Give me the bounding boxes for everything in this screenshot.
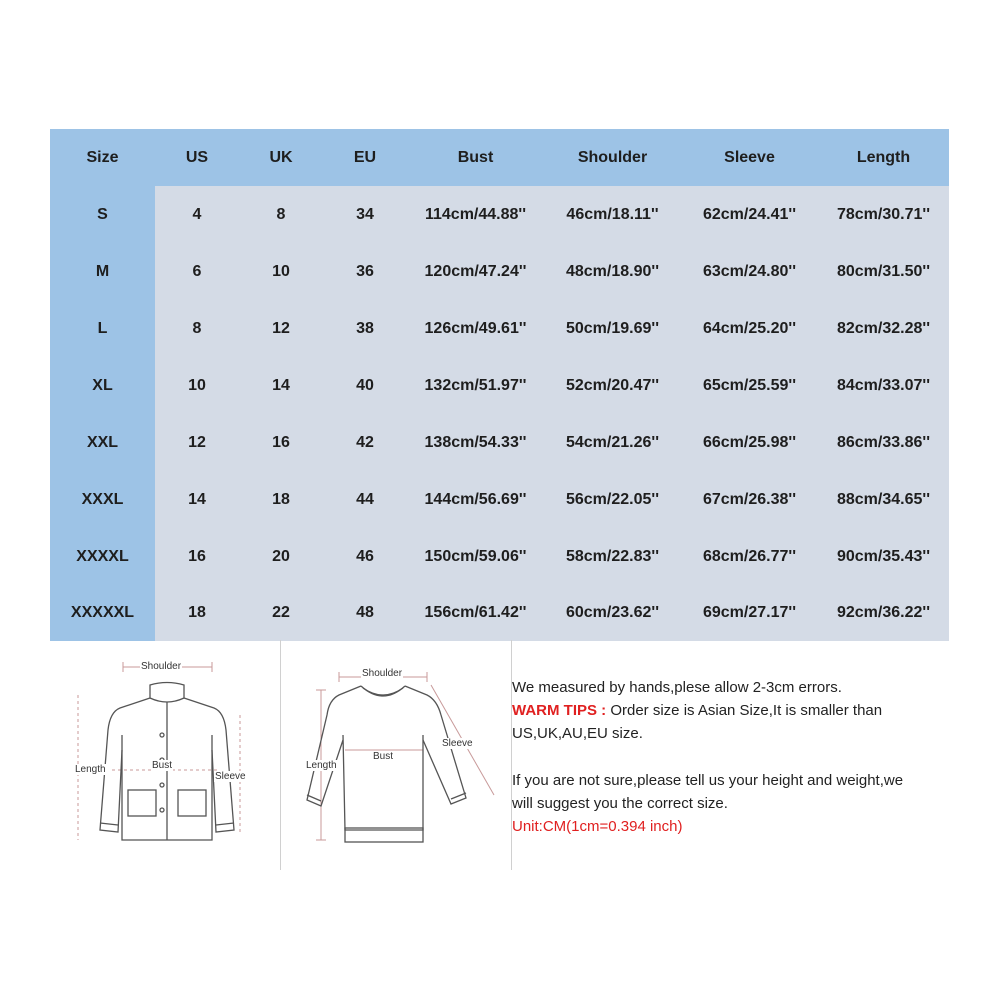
table-row <box>50 186 949 243</box>
size-notes <box>512 676 952 838</box>
table-header-row <box>50 129 949 186</box>
table-cell: 16 <box>239 414 323 471</box>
table-cell: 60cm/23.62'' <box>544 585 681 641</box>
table-cell: 48cm/18.90'' <box>544 243 681 300</box>
table-cell: 44 <box>323 471 407 528</box>
table-cell: 82cm/32.28'' <box>818 300 949 357</box>
size-cell: M <box>50 243 155 300</box>
table-cell: 22 <box>239 585 323 641</box>
size-cell: XXL <box>50 414 155 471</box>
size-cell: XXXXL <box>50 528 155 585</box>
table-cell: 80cm/31.50'' <box>818 243 949 300</box>
jacket-bust-label: Bust <box>152 760 173 771</box>
table-cell: 14 <box>155 471 239 528</box>
column-header: Sleeve <box>681 129 818 186</box>
measure-note: We measured by hands,plese allow 2-3cm errors. <box>512 679 842 696</box>
size-cell: XXXXXL <box>50 585 155 641</box>
sweater-sleeve-label: Sleeve <box>442 738 473 749</box>
size-cell: L <box>50 300 155 357</box>
table-cell: 8 <box>239 186 323 243</box>
warm-tips-text: Order size is Asian Size,It is smaller than <box>606 702 883 719</box>
sweater-shoulder-label: Shoulder <box>362 668 403 679</box>
table-cell: 86cm/33.86'' <box>818 414 949 471</box>
unit-note: Unit:CM(1cm=0.394 inch) <box>512 818 683 835</box>
table-cell: 69cm/27.17'' <box>681 585 818 641</box>
jacket-drawing <box>50 640 280 870</box>
table-cell: 54cm/21.26'' <box>544 414 681 471</box>
column-header: UK <box>239 129 323 186</box>
warm-tips-text-cont: US,UK,AU,EU size. <box>512 725 643 742</box>
warm-tips-label: WARM TIPS : <box>512 702 607 719</box>
jacket-length-label: Length <box>75 764 106 775</box>
column-header: Size <box>50 129 155 186</box>
column-header: EU <box>323 129 407 186</box>
table-cell: 84cm/33.07'' <box>818 357 949 414</box>
column-header: Length <box>818 129 949 186</box>
table-cell: 66cm/25.98'' <box>681 414 818 471</box>
bottom-section <box>50 640 949 870</box>
size-cell: S <box>50 186 155 243</box>
table-row <box>50 585 949 641</box>
table-cell: 12 <box>155 414 239 471</box>
advice-note-cont: will suggest you the correct size. <box>512 795 728 812</box>
size-chart <box>50 129 949 640</box>
table-cell: 42 <box>323 414 407 471</box>
size-table <box>50 129 949 641</box>
table-row <box>50 300 949 357</box>
table-cell: 150cm/59.06'' <box>407 528 544 585</box>
table-cell: 120cm/47.24'' <box>407 243 544 300</box>
jacket-sleeve-label: Sleeve <box>215 771 246 782</box>
warm-tips <box>512 699 952 722</box>
table-cell: 16 <box>155 528 239 585</box>
table-cell: 10 <box>155 357 239 414</box>
table-cell: 63cm/24.80'' <box>681 243 818 300</box>
table-cell: 8 <box>155 300 239 357</box>
table-cell: 46cm/18.11'' <box>544 186 681 243</box>
table-cell: 68cm/26.77'' <box>681 528 818 585</box>
table-cell: 126cm/49.61'' <box>407 300 544 357</box>
table-cell: 40 <box>323 357 407 414</box>
column-header: US <box>155 129 239 186</box>
table-cell: 56cm/22.05'' <box>544 471 681 528</box>
table-cell: 48 <box>323 585 407 641</box>
table-row <box>50 414 949 471</box>
sweater-diagram <box>281 640 512 870</box>
table-cell: 156cm/61.42'' <box>407 585 544 641</box>
table-cell: 18 <box>155 585 239 641</box>
table-cell: 64cm/25.20'' <box>681 300 818 357</box>
table-cell: 20 <box>239 528 323 585</box>
table-cell: 18 <box>239 471 323 528</box>
table-cell: 14 <box>239 357 323 414</box>
table-row <box>50 471 949 528</box>
table-body <box>50 186 949 641</box>
table-cell: 67cm/26.38'' <box>681 471 818 528</box>
table-cell: 10 <box>239 243 323 300</box>
table-cell: 46 <box>323 528 407 585</box>
column-header: Bust <box>407 129 544 186</box>
table-row <box>50 528 949 585</box>
table-cell: 132cm/51.97'' <box>407 357 544 414</box>
table-row <box>50 243 949 300</box>
size-cell: XXXL <box>50 471 155 528</box>
table-cell: 34 <box>323 186 407 243</box>
advice-note: If you are not sure,please tell us your height and weight,we <box>512 772 904 789</box>
table-cell: 36 <box>323 243 407 300</box>
table-cell: 90cm/35.43'' <box>818 528 949 585</box>
table-cell: 114cm/44.88'' <box>407 186 544 243</box>
table-cell: 12 <box>239 300 323 357</box>
table-cell: 65cm/25.59'' <box>681 357 818 414</box>
table-cell: 144cm/56.69'' <box>407 471 544 528</box>
table-cell: 6 <box>155 243 239 300</box>
table-cell: 50cm/19.69'' <box>544 300 681 357</box>
table-cell: 138cm/54.33'' <box>407 414 544 471</box>
table-cell: 78cm/30.71'' <box>818 186 949 243</box>
column-header: Shoulder <box>544 129 681 186</box>
jacket-diagram <box>50 640 281 870</box>
table-row <box>50 357 949 414</box>
table-cell: 52cm/20.47'' <box>544 357 681 414</box>
table-cell: 88cm/34.65'' <box>818 471 949 528</box>
sweater-length-label: Length <box>306 760 337 771</box>
table-cell: 38 <box>323 300 407 357</box>
jacket-shoulder-label: Shoulder <box>141 661 182 672</box>
table-cell: 58cm/22.83'' <box>544 528 681 585</box>
size-cell: XL <box>50 357 155 414</box>
table-cell: 4 <box>155 186 239 243</box>
sweater-bust-label: Bust <box>373 751 394 762</box>
table-cell: 92cm/36.22'' <box>818 585 949 641</box>
table-cell: 62cm/24.41'' <box>681 186 818 243</box>
